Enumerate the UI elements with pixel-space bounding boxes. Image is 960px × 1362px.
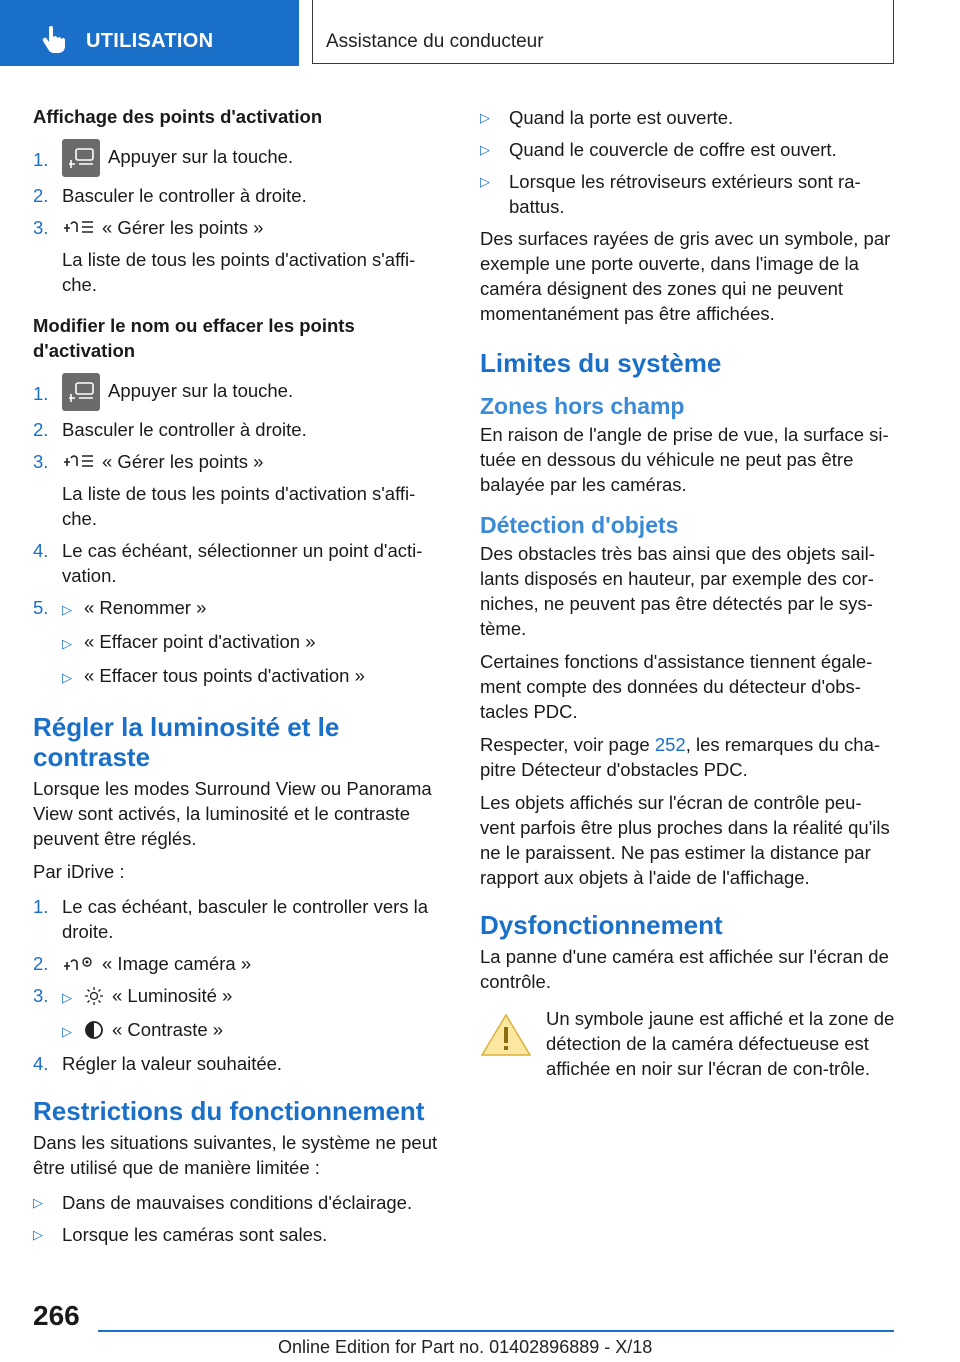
restrictions-list [33,1190,448,1247]
list-item: 2. Basculer le controller à droite. [33,419,307,440]
list-item: ▷ Lorsque les caméras sont sales. [33,1224,328,1245]
detect-text-2: Certaines fonctions d'assistance tiennent égale-ment compte des données du détecteur d'obs-tacles PDC. [480,651,873,722]
bullet-triangle-icon: ▷ [480,110,490,125]
malfunction-text: La panne d'une caméra est affichée sur l'écran de contrôle. [480,946,889,992]
bullet-triangle-icon: ▷ [480,142,490,157]
malfunction-heading: Dysfonctionnement [480,910,723,940]
bullet-triangle-icon: ▷ [62,670,72,685]
camera-button-icon [62,139,100,177]
camera-settings-icon [62,954,94,974]
page-reference: Respecter, voir page 252, les remarques du cha-pitre Détecteur d'obstacles PDC. [480,734,881,780]
restrictions-heading: Restrictions du fonctionnement [33,1096,425,1126]
zones-text: En raison de l'angle de prise de vue, la surface si-tuée en dessous du véhicule ne peut pas être balayée par les caméras. [480,424,889,495]
display-title: Affichage des points d'activation [33,106,323,127]
list-item: 3. « Gérer les points » La liste de tous les points d'activation s'affi-che. [33,217,416,295]
footer-divider [98,1330,894,1332]
list-item: 5. ▷ « Renommer » ▷ « Effacer point d'activation » ▷ « Effacer tous points d'activation » [33,597,365,686]
list-item: 3. « Gérer les points » La liste de tous les points d'activation s'affi-che. [33,451,416,529]
page-number: 266 [33,1300,80,1331]
list-item: 1. Appuyer sur la touche. [33,373,448,411]
zones-heading: Zones hors champ [480,393,685,419]
bullet-triangle-icon: ▷ [62,602,72,617]
brightness-heading: Régler la luminosité et le contraste [33,712,340,772]
warning-block [480,1006,895,1081]
restrictions-text: Dans les situations suivantes, le système ne peut être utilisé que de manière limitée : [33,1132,438,1178]
bullet-triangle-icon: ▷ [33,1195,43,1210]
page-header [0,0,960,66]
bullet-triangle-icon: ▷ [62,636,72,651]
limits-heading: Limites du système [480,348,722,378]
warning-triangle-icon [480,1012,532,1058]
list-item: 1. Appuyer sur la touche. [33,139,448,177]
warning-text: Un symbole jaune est affiché et la zone de détection de la caméra défectueuse est affichée en noir sur l'écran de con-trôle. [546,1008,895,1079]
manage-points-icon [62,452,94,472]
modify-title: Modifier le nom ou effacer les points d'activation [33,315,355,361]
bullet-triangle-icon: ▷ [33,1227,43,1242]
brightness-icon [84,986,104,1006]
hand-pointer-icon [40,24,68,54]
edition-text: Online Edition for Part no. 01402896889 - X/18 [278,1337,653,1357]
list-item: ▷ Lorsque les rétroviseurs extérieurs sont ra-battus. [480,171,861,217]
section-tab [0,0,299,66]
idrive-text: Par iDrive : [33,861,125,882]
list-item: ▷ Quand la porte est ouverte. [480,107,734,128]
list-item: 4. Régler la valeur souhaitée. [33,1053,283,1074]
display-steps [33,139,448,297]
detect-text-3: Les objets affichés sur l'écran de contrôle peu-vent parfois être plus proches dans la réalité qu'ils ne le paraissent. Ne pas estimer la distance par rapport aux objets à l'aide de l'affichage. [480,792,890,888]
left-column [33,100,448,1254]
bullet-triangle-icon: ▷ [62,990,72,1005]
contrast-icon [84,1020,104,1040]
detect-heading: Détection d'objets [480,512,679,538]
list-item: 1. Le cas échéant, basculer le controller vers la droite. [33,896,429,942]
page-link[interactable]: 252 [654,734,686,755]
brightness-text: Lorsque les modes Surround View ou Panorama View sont activés, la luminosité et le contraste peuvent être réglés. [33,778,432,849]
brightness-steps [33,894,448,1076]
list-item: 3. ▷ « Luminosité » ▷ « Contraste » [33,985,233,1040]
camera-button-icon [62,373,100,411]
list-item: 2. Basculer le controller à droite. [33,185,307,206]
modify-steps [33,373,448,690]
bullet-triangle-icon: ▷ [62,1024,72,1039]
detect-text-1: Des obstacles très bas ainsi que des objets sail-lants disposés en hauteur, par exemple des cor-niches, ne peuvent pas être détectés par le sys-tème. [480,543,875,639]
list-item: ▷ Quand le couvercle de coffre est ouvert. [480,139,837,160]
list-item: ▷ Dans de mauvaises conditions d'éclairage. [33,1192,413,1213]
list-item: 2. « Image caméra » [33,953,252,974]
manage-points-icon [62,218,94,238]
chapter-tab [312,0,894,64]
chapter-label: Assistance du conducteur [326,31,544,52]
restrictions-list-cont [480,105,895,219]
right-column [480,105,895,1081]
striped-text: Des surfaces rayées de gris avec un symbole, par exemple une porte ouverte, dans l'image de la caméra désignent des zones qui ne peuvent momentanément pas être affichées. [480,228,891,324]
list-item: 4. Le cas échéant, sélectionner un point d'acti-vation. [33,540,423,586]
bullet-triangle-icon: ▷ [480,174,490,189]
section-label: UTILISATION [86,30,214,52]
